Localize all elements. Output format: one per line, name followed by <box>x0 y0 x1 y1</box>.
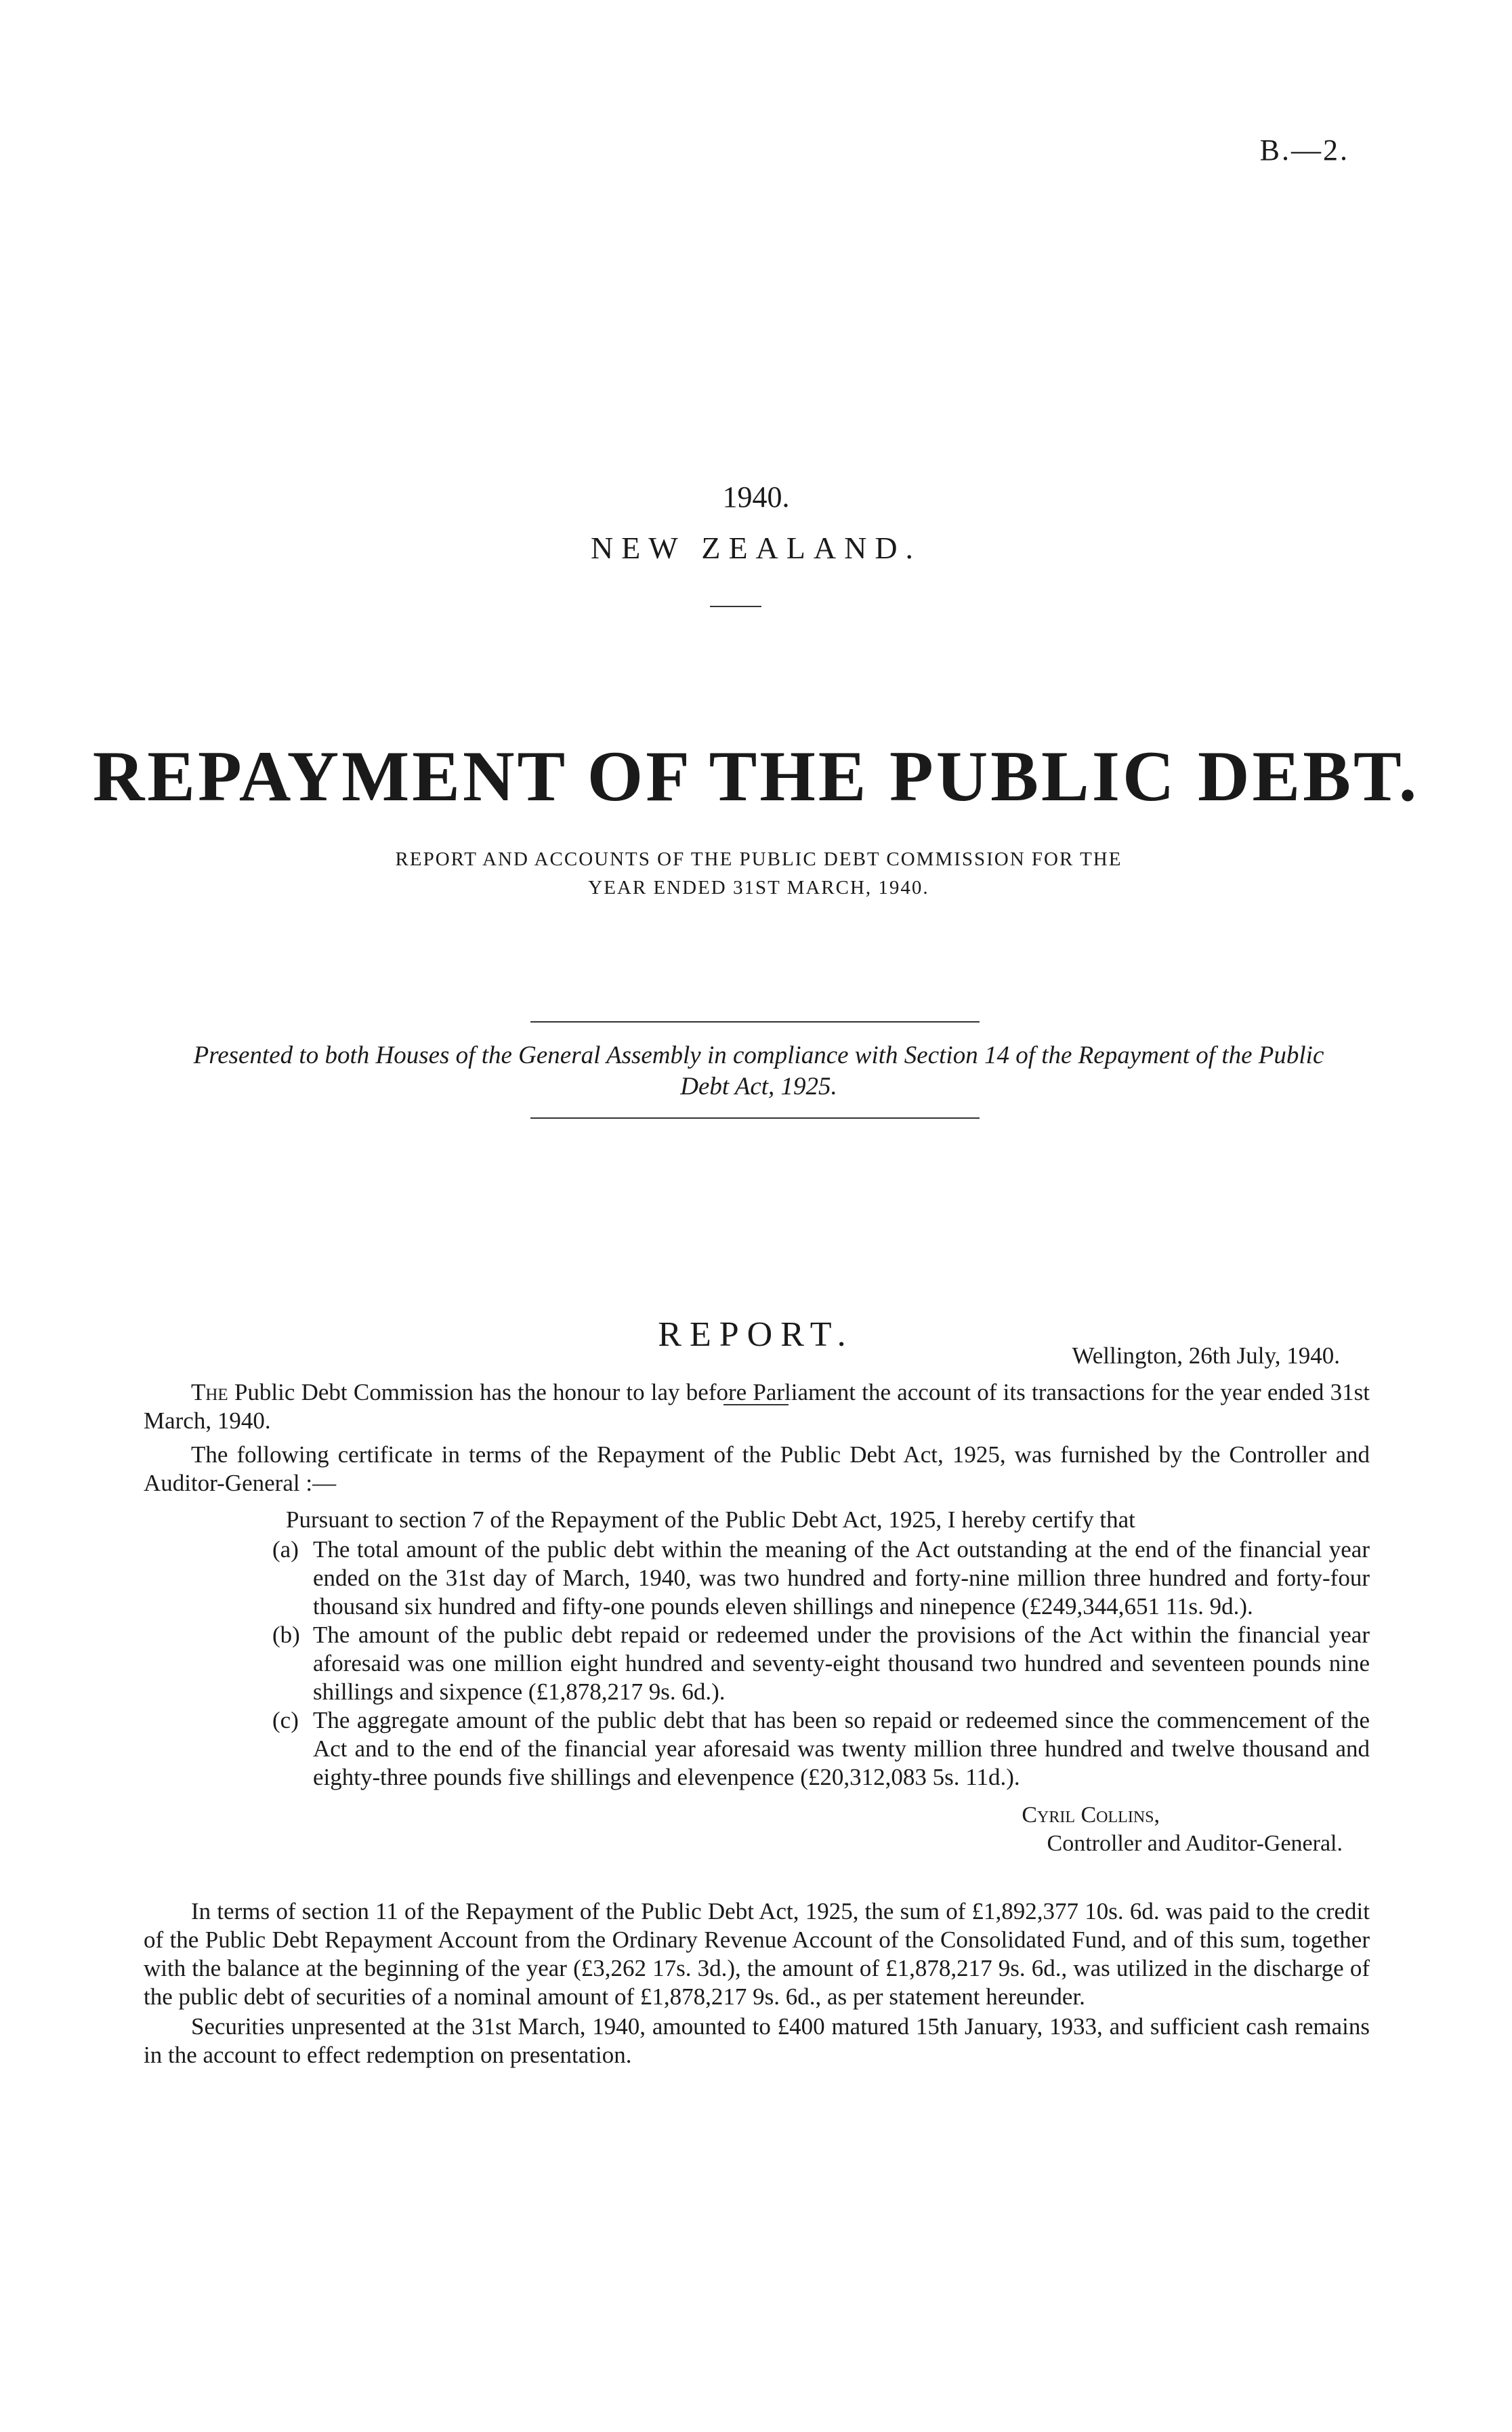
report-body <box>144 1342 1370 2069</box>
intro-lead: The <box>191 1379 228 1405</box>
intro-text: Public Debt Commission has the honour to lay before Parliament the account of its transactions for the year ended 31st March, 1940. <box>144 1379 1370 1434</box>
document-subtitle: REPORT AND ACCOUNTS OF THE PUBLIC DEBT COMMISSION FOR THE YEAR ENDED 31ST MARCH, 1940. <box>395 848 1122 899</box>
certificate-item-a <box>238 1536 1370 1621</box>
item-text: The amount of the public debt repaid or redeemed under the provisions of the Act within the financial year aforesaid was one million eight hundred and seventy-eight thousand two hundred and seventeen pounds nine shillings and sixpence (£1,878,217 9s. 6d.). <box>313 1622 1370 1705</box>
item-marker: (b) <box>272 1622 300 1648</box>
page-reference: B.—2. <box>1259 133 1349 167</box>
divider-below-presented <box>530 1117 980 1119</box>
document-title: REPAYMENT OF THE PUBLIC DEBT. <box>92 737 1420 816</box>
divider-short-top <box>710 606 761 607</box>
certificate-item-b <box>238 1621 1370 1706</box>
certificate-block <box>238 1506 1370 1858</box>
certificate-intro: The following certificate in terms of the Repayment of the Public Debt Act, 1925, was furnished by the Controller and Auditor-General :— <box>144 1441 1370 1496</box>
place-date: Wellington, 26th July, 1940. <box>1072 1342 1340 1369</box>
intro-paragraph <box>144 1378 1370 1435</box>
signatory-title: Controller and Auditor-General. <box>1047 1831 1343 1856</box>
divider-above-presented <box>530 1021 980 1023</box>
presented-notice: Presented to both Houses of the General Assembly in compliance with Section 14 of the Repayment of the Public Debt Act, 1925. <box>193 1042 1324 1100</box>
securities-paragraph: Securities unpresented at the 31st March, 1940, amounted to £400 matured 15th January, 1933, and sufficient cash remains in the account to effect redemption on presentation. <box>144 2013 1370 2068</box>
certificate-items <box>238 1536 1370 1792</box>
section-11-paragraph: In terms of section 11 of the Repayment of the Public Debt Act, 1925, the sum of £1,892,377 10s. 6d. was paid to the credit of the Public Debt Repayment Account from the Ordinary Revenue Account of the Consolidated Fund, and of this sum, together with the balance at the beginning of the year (£3,262 17s. 3d.), the amount of £1,878,217 9s. 6d., was utilized in the discharge of the public debt of securities of a nominal amount of £1,878,217 9s. 6d., as per statement hereunder. <box>144 1898 1370 2010</box>
country-heading: NEW ZEALAND. <box>590 531 922 565</box>
certificate-signature <box>238 1801 1343 1858</box>
signatory-name: Cyril Collins, <box>1022 1802 1160 1828</box>
item-text: The total amount of the public debt within the meaning of the Act outstanding at the end of the financial year ended on the 31st day of March, 1940, was two hundred and forty-nine million three hundred and forty-four thousand six hundred and fifty-one pounds eleven shillings and ninepence (£249,344,651 11s. 9d.). <box>313 1536 1370 1620</box>
certificate-item-c <box>238 1706 1370 1792</box>
item-marker: (c) <box>272 1707 299 1733</box>
item-marker: (a) <box>272 1536 299 1563</box>
document-year: 1940. <box>722 480 790 514</box>
report-heading: REPORT. <box>658 1315 854 1354</box>
item-text: The aggregate amount of the public debt that has been so repaid or redeemed since the commencement of the Act and to the end of the financial year aforesaid was twenty million three hundred and twelve thousand and eighty-three pounds five shillings and elevenpence (£20,312,083 5s. 11d.). <box>313 1707 1370 1790</box>
certificate-opening: Pursuant to section 7 of the Repayment of the Public Debt Act, 1925, I hereby certify that <box>286 1506 1135 1533</box>
